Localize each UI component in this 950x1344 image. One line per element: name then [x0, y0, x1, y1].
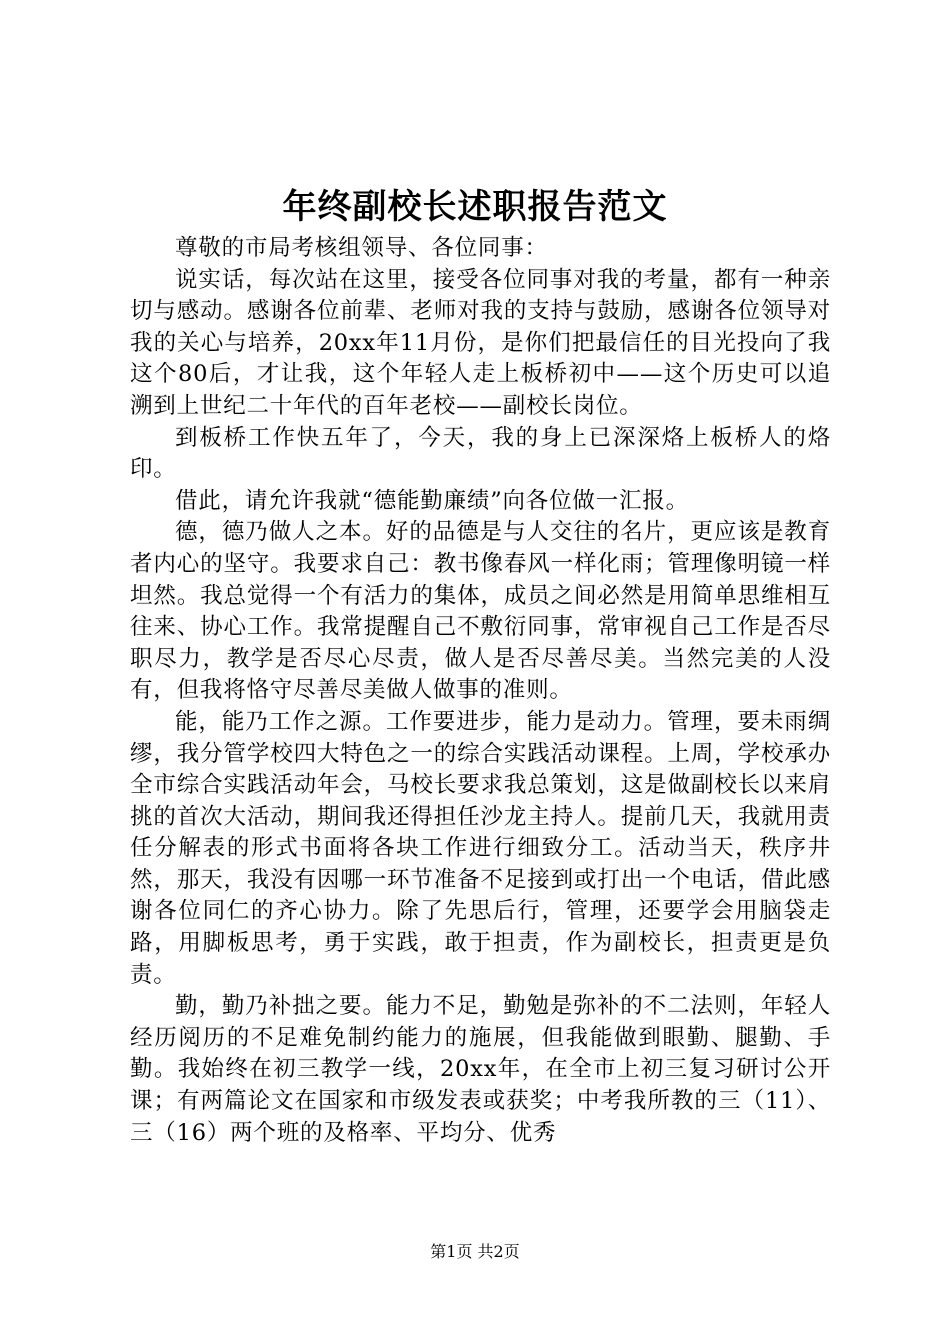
page-number-footer: 第1页 共2页 [430, 1242, 520, 1261]
salutation-paragraph: 尊敬的市局考核组领导、各位同事： [175, 235, 548, 261]
body-paragraph: 德，德乃做人之本。好的品德是与人交往的名片，更应该是教育者内心的坚守。我要求自己：教书像春风一样化雨；管理像明镜一样坦然。我总觉得一个有活力的集体，成员之间必然是用简单思维相互往来、协心工作。我常提醒自己不敷衍同事，常审视自己工作是否尽职尽力，教学是否尽心尽责，做人是否尽善尽美。当然完美的人没有，但我将恪守尽善尽美做人做事的准则。 [130, 519, 831, 704]
body-paragraph: 借此，请允许我就“德能勤廉绩”向各位做一汇报。 [175, 487, 689, 514]
document-body [130, 233, 831, 1149]
document-title: 年终副校长述职报告范文 [282, 187, 668, 227]
body-paragraph: 能，能乃工作之源。工作要进步，能力是动力。管理，要未雨绸缪，我分管学校四大特色之一的综合实践活动课程。上周，学校承办全市综合实践活动年会，马校长要求我总策划，这是做副校长以来肩挑的首次大活动，期间我还得担任沙龙主持人。提前几天，我就用责任分解表的形式书面将各块工作进行细致分工。活动当天，秩序井然，那天，我没有因哪一环节准备不足接到或打出一个电话，借此感谢各位同仁的齐心协力。除了先思后行，管理，还要学会用脑袋走路，用脚板思考，勇于实践，敢于担责，作为副校长，担责更是负责。 [130, 708, 831, 988]
body-paragraph: 勤，勤乃补拙之要。能力不足，勤勉是弥补的不二法则，年轻人经历阅历的不足难免制约能力的施展，但我能做到眼勤、腿勤、手勤。我始终在初三教学一线，20xx年，在全市上初三复习研讨公开课；有两篇论文在国家和市级发表或获奖；中考我所教的三（11）、三（16）两个班的及格率、平均分、优秀 [130, 993, 831, 1146]
body-paragraph: 说实话，每次站在这里，接受各位同事对我的考量，都有一种亲切与感动。感谢各位前辈、老师对我的支持与鼓励，感谢各位领导对我的关心与培养，20xx年11月份，是你们把最信任的目光投向了我这个80后，才让我，这个年轻人走上板桥初中——这个历史可以追溯到上世纪二十年代的百年老校——副校长岗位。 [130, 266, 831, 419]
body-paragraph: 到板桥工作快五年了，今天，我的身上已深深烙上板桥人的烙印。 [130, 424, 831, 483]
